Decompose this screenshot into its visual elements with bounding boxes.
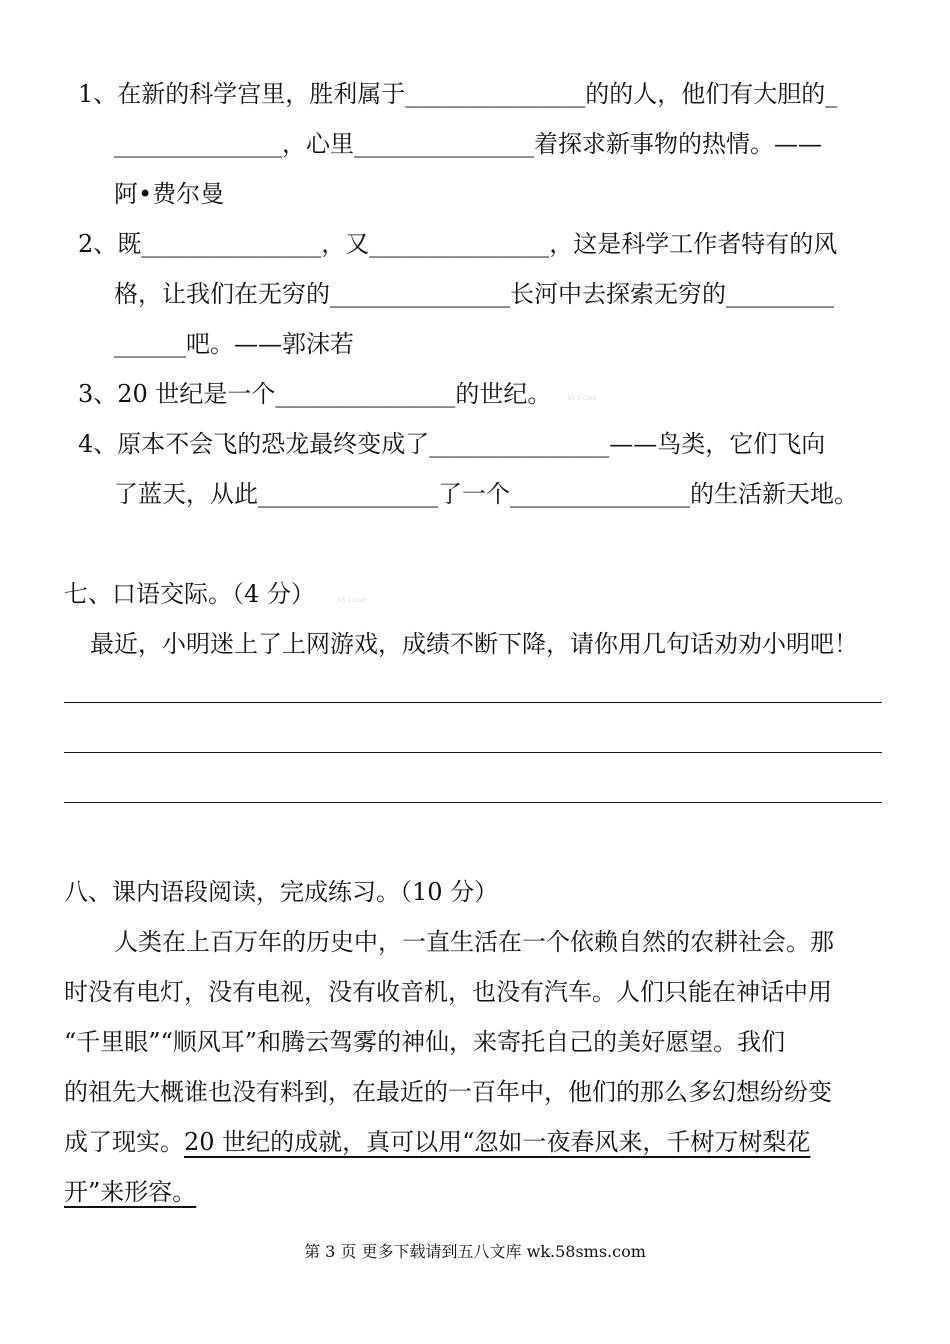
answer-line[interactable] (64, 752, 882, 753)
passage-line-4: 的祖先大概谁也没有料到，在最近的一百年中，他们的那么多幻想纷纷变 (64, 1078, 832, 1106)
passage-line-6 (64, 1176, 196, 1208)
q1-line2: ______________，心里_______________着探求新事物的热情。—— (114, 130, 822, 158)
page-footer: 第 3 页 更多下载请到五八文库 wk.58sms.com (304, 1242, 646, 1261)
watermark: k5 1.Com (568, 395, 597, 402)
section8-heading: 八、课内语段阅读，完成练习。（10 分） (64, 878, 499, 906)
section7-heading: 七、口语交际。（4 分） (64, 580, 315, 608)
q1-line3: 阿•费尔曼 (114, 180, 225, 208)
q1-line1: 1、在新的科学宫里，胜利属于_______________的的人，他们有大胆的_ (78, 80, 838, 108)
passage-plain-text: 成了现实。 (64, 1128, 184, 1156)
passage-line-5 (64, 1126, 810, 1158)
underlined-sentence-end: 开”来形容。 (64, 1178, 197, 1206)
section7-prompt: 最近，小明迷上了上网游戏，成绩不断下降，请你用几句话劝劝小明吧！ (90, 630, 858, 658)
passage-line-2: 时没有电灯，没有电视，没有收音机，也没有汽车。人们只能在神话中用 (64, 978, 832, 1006)
underlined-sentence: 20 世纪的成就，真可以用“忽如一夜春风来，千树万树梨花 (184, 1128, 811, 1156)
passage-line-1: 人类在上百万年的历史中，一直生活在一个依赖自然的农耕社会。那 (114, 928, 834, 956)
answer-line[interactable] (64, 702, 882, 703)
q2-line1: 2、既_______________，又_______________，这是科学工作者特有的风 (78, 230, 838, 258)
answer-line[interactable] (64, 802, 882, 803)
q4-line1: 4、原本不会飞的恐龙最终变成了_______________——鸟类，它们飞向 (78, 430, 826, 458)
q4-line2: 了蓝天，从此_______________了一个_______________的生活新天地。 (114, 480, 858, 508)
passage-line-3: “千里眼”“顺风耳”和腾云驾雾的神仙，来寄托自己的美好愿望。我们 (64, 1028, 786, 1056)
watermark: k5 1.Com (338, 597, 367, 604)
q2-line2: 格，让我们在无穷的_______________长河中去探索无穷的_________ (114, 280, 834, 308)
q2-line3: ______吧。——郭沫若 (114, 330, 354, 358)
q3-line1: 3、20 世纪是一个_______________的世纪。 (78, 380, 552, 408)
